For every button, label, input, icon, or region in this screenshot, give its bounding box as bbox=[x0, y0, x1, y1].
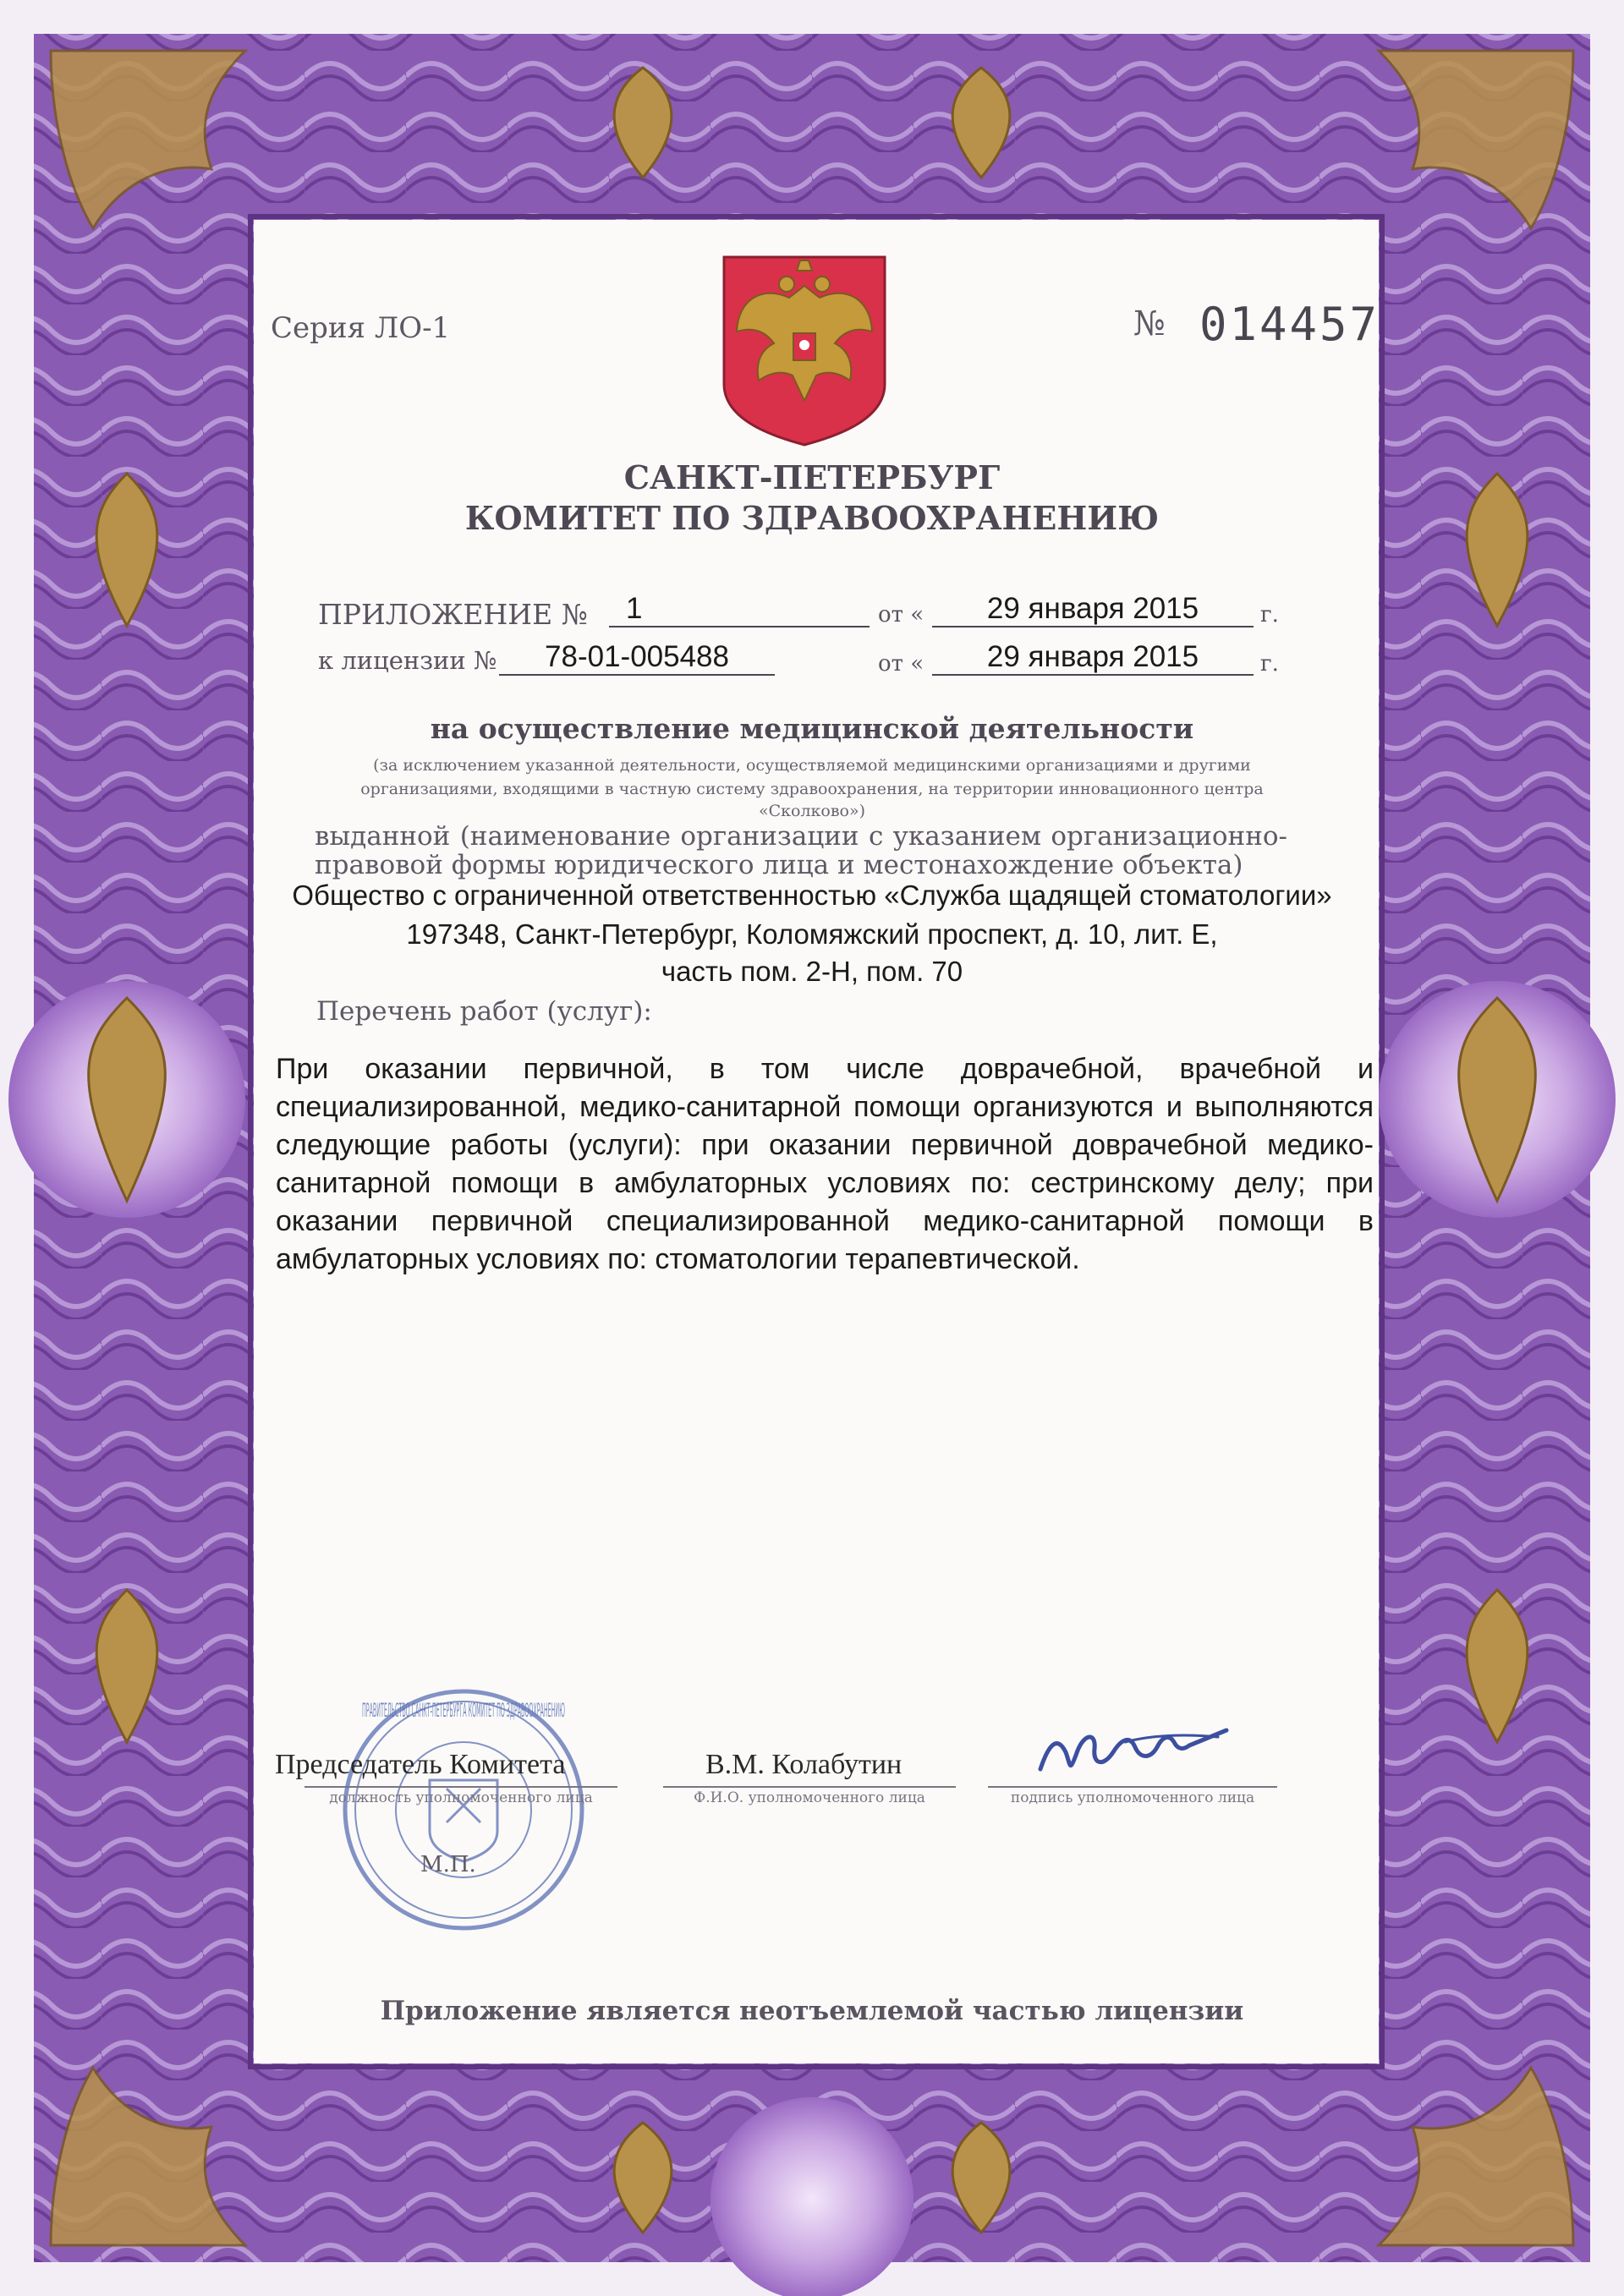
footer-note: Приложение является неотъемлемой частью лицензии bbox=[380, 1996, 1244, 2026]
official-seal bbox=[337, 1683, 590, 1937]
signatory-position: Председатель Комитета bbox=[275, 1749, 566, 1780]
form-number: 014457 bbox=[1199, 298, 1380, 351]
number-sign: № bbox=[1133, 304, 1166, 343]
appendix-from-label: от « bbox=[878, 602, 924, 627]
position-underline bbox=[304, 1786, 617, 1788]
signatory-name: В.М. Колабутин bbox=[705, 1749, 903, 1780]
appendix-label: ПРИЛОЖЕНИЕ № bbox=[318, 598, 588, 631]
coat-of-arms-icon bbox=[719, 252, 890, 448]
authority-city: САНКТ-ПЕТЕРБУРГ bbox=[623, 458, 1001, 496]
name-caption: Ф.И.О. уполномоченного лица bbox=[694, 1789, 925, 1806]
activity-note-line2: организациями, входящими в частную систему здравоохранения, на территории инновационного центра bbox=[360, 780, 1264, 798]
license-year-suffix: г. bbox=[1260, 651, 1279, 677]
appendix-number: 1 bbox=[609, 592, 870, 627]
signature-underline bbox=[988, 1786, 1277, 1788]
license-number: 78-01-005488 bbox=[499, 640, 775, 676]
license-label: к лицензии № bbox=[318, 646, 497, 675]
authority-committee: КОМИТЕТ ПО ЗДРАВООХРАНЕНИЮ bbox=[464, 499, 1160, 537]
appendix-date: 29 января 2015 bbox=[932, 592, 1254, 627]
seal-place-label: М.П. bbox=[420, 1852, 476, 1877]
handwritten-signature bbox=[1023, 1717, 1269, 1793]
appendix-year-suffix: г. bbox=[1260, 602, 1279, 627]
organization-address-line1: 197348, Санкт-Петербург, Коломяжский проспект, д. 10, лит. Е, bbox=[406, 918, 1218, 950]
works-list-text: При оказании первичной, в том числе доврачебной, врачебной и специализированной, медико-санитарной помощи организуются и выполняются следующие работы (услуги): при оказании первичной доврачебной медико-санитарной помощи в амбулаторных условиях по: сестринскому делу; при оказании первичной специализированной медико-санитарной помощи в амбулаторных условиях по: стоматологии терапевтической. bbox=[276, 1053, 1374, 1275]
license-from-label: от « bbox=[878, 651, 924, 677]
activity-title: на осуществление медицинской деятельности bbox=[430, 712, 1194, 745]
activity-note-line3: «Сколково») bbox=[758, 802, 866, 820]
issued-to-label: выданной (наименование организации с указанием организационно-правовой формы юридического лица и местонахождение объекта) bbox=[315, 821, 1287, 880]
works-label: Перечень работ (услуг): bbox=[316, 996, 652, 1027]
position-caption: должность уполномоченного лица bbox=[329, 1789, 593, 1806]
activity-note-line1: (за исключением указанной деятельности, осуществляемой медицинскими организациями и другими bbox=[373, 756, 1251, 775]
series-label: Серия ЛО-1 bbox=[271, 311, 451, 345]
organization-address-line2: часть пом. 2-Н, пом. 70 bbox=[661, 956, 963, 987]
license-date: 29 января 2015 bbox=[932, 640, 1254, 676]
signature-caption: подпись уполномоченного лица bbox=[1010, 1789, 1255, 1806]
name-underline bbox=[663, 1786, 956, 1788]
organization-name: Общество с ограниченной ответственностью «Служба щадящей стоматологии» bbox=[292, 879, 1332, 911]
seal-text: ПРАВИТЕЛЬСТВО САНКТ-ПЕТЕРБУРГА КОМИТЕТ ПО ЗДРАВООХРАНЕНИЮ bbox=[362, 1701, 565, 1722]
